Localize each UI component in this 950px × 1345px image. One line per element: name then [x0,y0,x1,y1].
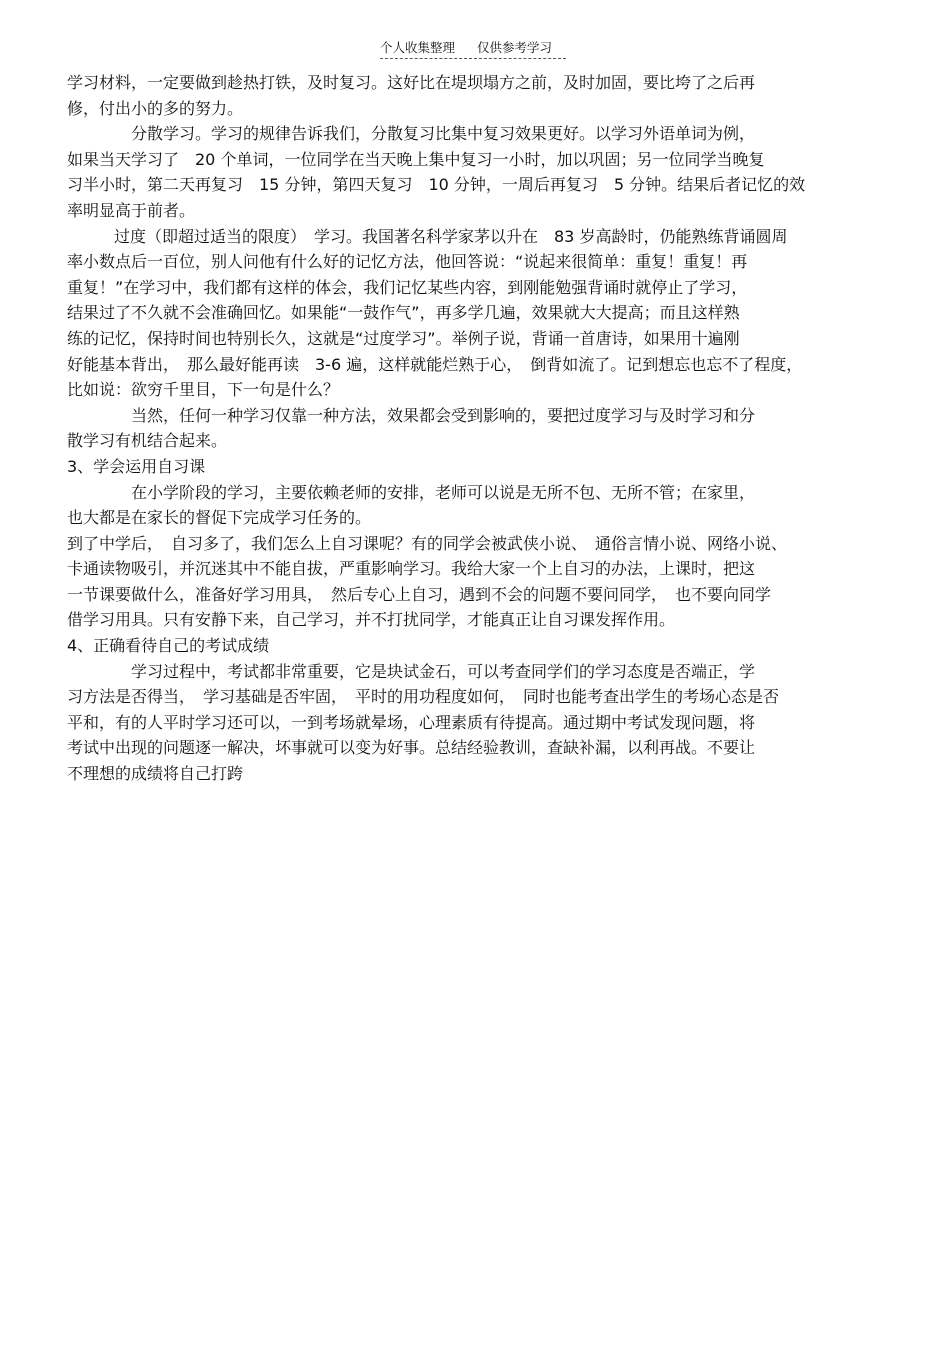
text-line: 借学习用具。只有安静下来，自己学习，并不打扰同学，才能真正让自习课发挥作用。 [67,610,676,630]
text-line: 学习过程中，考试都非常重要，它是块试金石，可以考查同学们的学习态度是否端正，学 [131,661,756,681]
text-line: 率明显高于前者。 [67,200,196,220]
text-line: 习方法是否得当， 学习基础是否牢固， 平时的用功程度如何， 同时也能考查出学生的考场心态是否 [67,687,780,707]
text-line: 考试中出现的问题逐一解决，坏事就可以变为好事。总结经验教训，查缺补漏，以利再战。不要让 [67,738,756,758]
text-line: 散学习有机结合起来。 [67,431,228,451]
document-body [67,70,897,787]
text-line: 修，付出小的多的努力。 [67,98,244,118]
text-line: 分散学习。学习的规律告诉我们，分散复习比集中复习效果更好。以学习外语单词为例， [131,124,756,144]
text-line: 过度（即超过适当的限度） 学习。我国著名科学家茅以升在 83 岁高龄时，仍能熟练背诵圆周 [114,226,788,246]
text-line: 练的记忆，保持时间也特别长久，这就是“过度学习”。举例子说，背诵一首唐诗，如果用十遍刚 [67,328,740,348]
text-line: 学习材料，一定要做到趁热打铁，及时复习。这好比在堤坝塌方之前，及时加固，要比垮了之后再 [67,73,756,92]
text-line: 比如说：欲穷千里目，下一句是什么？ [67,380,340,400]
page-header [380,40,566,59]
text-line: 一节课要做什么，准备好学习用具， 然后专心上自习，遇到不会的问题不要问同学， 也不要向同学 [67,584,772,604]
text-line: 重复！”在学习中，我们都有这样的体会，我们记忆某些内容，到刚能勉强背诵时就停止了学习， [67,277,748,297]
section-heading: 4、正确看待自己的考试成绩 [67,636,270,656]
text-line: 如果当天学习了 20 个单词，一位同学在当天晚上集中复习一小时，加以巩固；另一位同学当晚复 [67,149,765,169]
text-line: 平和，有的人平时学习还可以，一到考场就晕场，心理素质有待提高。通过期中考试发现问题，将 [67,712,756,732]
text-line: 到了中学后， 自习多了，我们怎么上自习课呢？有的同学会被武侠小说、 通俗言情小说、网络小说、 [67,533,788,553]
text-line: 习半小时，第二天再复习 15 分钟，第四天复习 10 分钟，一周后再复习 5 分钟。结果后者记忆的效 [67,175,806,195]
text-line: 当然，任何一种学习仅靠一种方法，效果都会受到影响的，要把过度学习与及时学习和分 [131,405,756,425]
text-line: 率小数点后一百位，别人问他有什么好的记忆方法，他回答说：“说起来很简单：重复！重复！再 [67,252,748,272]
text-line: 也大都是在家长的督促下完成学习任务的。 [67,508,372,528]
text-line: 卡通读物吸引，并沉迷其中不能自拔，严重影响学习。我给大家一个上自习的办法，上课时，把这 [67,559,756,579]
text-line: 不理想的成绩将自己打跨 [67,764,244,784]
text-line: 结果过了不久就不会准确回忆。如果能“一鼓作气”，再多学几遍，效果就大大提高；而且这样熟 [67,303,740,323]
header-left-text: 个人收集整理 [380,40,456,55]
text-line: 好能基本背出， 那么最好能再读 3-6 遍，这样就能烂熟于心， 倒背如流了。记到想忘也忘不了程度， [67,354,803,374]
section-heading: 3、学会运用自习课 [67,456,206,476]
text-line: 在小学阶段的学习，主要依赖老师的安排，老师可以说是无所不包、无所不管；在家里， [131,482,756,502]
header-right-text: 仅供参考学习 [477,40,553,55]
